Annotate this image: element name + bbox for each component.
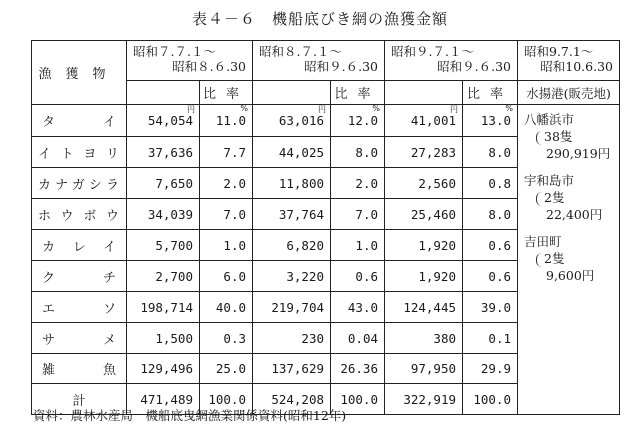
source-note: 資料：農林水産局 機船底曳網漁業関係資料(昭和12年): [33, 408, 347, 423]
amount-cell: 5,700: [127, 230, 200, 261]
ratio-cell: 25.0: [200, 354, 253, 384]
fish-name: エソ: [32, 292, 127, 323]
period-header-2: [253, 41, 385, 81]
yen-unit: 円: [450, 105, 458, 114]
amount-cell: 2,700: [127, 261, 200, 292]
amount-cell: 97,950: [385, 354, 463, 384]
amount-cell: 44,025: [253, 137, 331, 168]
ratio-cell: 43.0: [331, 292, 385, 323]
ratio-cell: 12.0 %: [331, 105, 385, 137]
ratio-cell: 100.0: [200, 384, 253, 415]
yen-unit: 円: [187, 105, 195, 114]
ratio-header-2: 比率: [331, 81, 385, 105]
period-2-start: 昭和８.７.１～: [259, 44, 342, 59]
amount-cell: 380: [385, 323, 463, 354]
amount-cell: 129,496: [127, 354, 200, 384]
fish-name: イトヨリ: [32, 137, 127, 168]
ratio-header-1: 比率: [200, 81, 253, 105]
amount-cell: 6,820: [253, 230, 331, 261]
period-1-end: 昭和８.６.30: [172, 59, 246, 74]
yen-unit: 円: [318, 105, 326, 114]
period-4-start: 昭和9.7.1～: [524, 44, 594, 59]
amount-cell: 524,208: [253, 384, 331, 415]
fish-name: サメ: [32, 323, 127, 354]
amount-cell: 1,920: [385, 230, 463, 261]
amount-cell: 27,283: [385, 137, 463, 168]
fish-name: クチ: [32, 261, 127, 292]
fish-name: ホウボウ: [32, 199, 127, 230]
period-3-start: 昭和９.７.１～: [391, 44, 474, 59]
ratio-cell: 39.0: [463, 292, 518, 323]
amount-cell: 322,919: [385, 384, 463, 415]
amount-cell: 471,489: [127, 384, 200, 415]
percent-unit: %: [372, 104, 380, 113]
ratio-cell: 8.0: [463, 199, 518, 230]
port-ships: 38隻: [524, 128, 615, 145]
ratio-cell: 29.9: [463, 354, 518, 384]
ratio-cell: 2.0: [200, 168, 253, 199]
amount-cell: 37,764: [253, 199, 331, 230]
ratio-cell: 2.0: [331, 168, 385, 199]
landing-port-cell: [518, 105, 620, 415]
period-header-4: [518, 41, 620, 81]
port-ships: 2隻: [524, 250, 615, 267]
ratio-cell: 1.0: [331, 230, 385, 261]
amount-cell: 63,016 円: [253, 105, 331, 137]
amount-cell: 2,560: [385, 168, 463, 199]
amount-cell: 219,704: [253, 292, 331, 323]
amount-cell: 198,714: [127, 292, 200, 323]
amount-cell: 41,001 円: [385, 105, 463, 137]
period-header-3: [385, 41, 518, 81]
fish-column-header: 漁獲物: [32, 41, 127, 105]
ratio-cell: 7.0: [331, 199, 385, 230]
amount-cell: 1,920: [385, 261, 463, 292]
port-city: 八幡浜市: [524, 112, 575, 127]
amount-cell: 3,220: [253, 261, 331, 292]
catch-value-table: [31, 40, 620, 415]
port-city: 吉田町: [524, 234, 562, 249]
ratio-cell: 26.36: [331, 354, 385, 384]
amount-cell: 230: [253, 323, 331, 354]
port-amount: 22,400円: [546, 207, 603, 222]
fish-name: カレイ: [32, 230, 127, 261]
bracket-icon: [536, 192, 542, 206]
ratio-cell: 7.0: [200, 199, 253, 230]
ratio-cell: 40.0: [200, 292, 253, 323]
ratio-cell: 6.0: [200, 261, 253, 292]
period-2-end: 昭和９.６.30: [304, 59, 378, 74]
ratio-header-3: 比率: [463, 81, 518, 105]
ratio-cell: 8.0: [331, 137, 385, 168]
percent-unit: %: [505, 104, 513, 113]
period-4-end: 昭和10.6.30: [540, 59, 613, 74]
ratio-cell: 0.8: [463, 168, 518, 199]
ratio-cell: 11.0 %: [200, 105, 253, 137]
ratio-cell: 0.6: [331, 261, 385, 292]
port-city: 宇和島市: [524, 173, 575, 188]
percent-unit: %: [240, 104, 248, 113]
table-title: 表４－６ 機船底びき網の漁獲金額: [191, 10, 448, 28]
period-1-start: 昭和７.７.１～: [133, 44, 216, 59]
amount-cell: 11,800: [253, 168, 331, 199]
ratio-cell: 0.6: [463, 261, 518, 292]
ratio-cell: 13.0 %: [463, 105, 518, 137]
ratio-cell: 0.6: [463, 230, 518, 261]
port-amount: 9,600円: [546, 268, 595, 283]
amount-cell: 7,650: [127, 168, 200, 199]
period-3-end: 昭和９.６.30: [437, 59, 511, 74]
amount-cell: 124,445: [385, 292, 463, 323]
fish-name: 計: [32, 384, 127, 415]
ratio-cell: 0.1: [463, 323, 518, 354]
amount-cell: 37,636: [127, 137, 200, 168]
fish-name: カナガシラ: [32, 168, 127, 199]
ratio-cell: 0.3: [200, 323, 253, 354]
table-row: [32, 105, 620, 137]
port-ships: 2隻: [524, 189, 615, 206]
ratio-cell: 100.0: [331, 384, 385, 415]
ratio-cell: 1.0: [200, 230, 253, 261]
amount-cell: 34,039: [127, 199, 200, 230]
period-header-1: [127, 41, 253, 81]
ratio-cell: 0.04: [331, 323, 385, 354]
amount-cell: 1,500: [127, 323, 200, 354]
port-amount: 290,919円: [546, 146, 611, 161]
amount-cell: 54,054 円: [127, 105, 200, 137]
ratio-cell: 7.7: [200, 137, 253, 168]
ratio-cell: 8.0: [463, 137, 518, 168]
ratio-cell: 100.0: [463, 384, 518, 415]
amount-cell: 25,460: [385, 199, 463, 230]
bracket-icon: [536, 131, 542, 145]
port-header: 水揚港(販売地): [518, 81, 620, 105]
fish-name: タイ: [32, 105, 127, 137]
fish-name: 雑魚: [32, 354, 127, 384]
bracket-icon: [536, 253, 542, 267]
amount-cell: 137,629: [253, 354, 331, 384]
